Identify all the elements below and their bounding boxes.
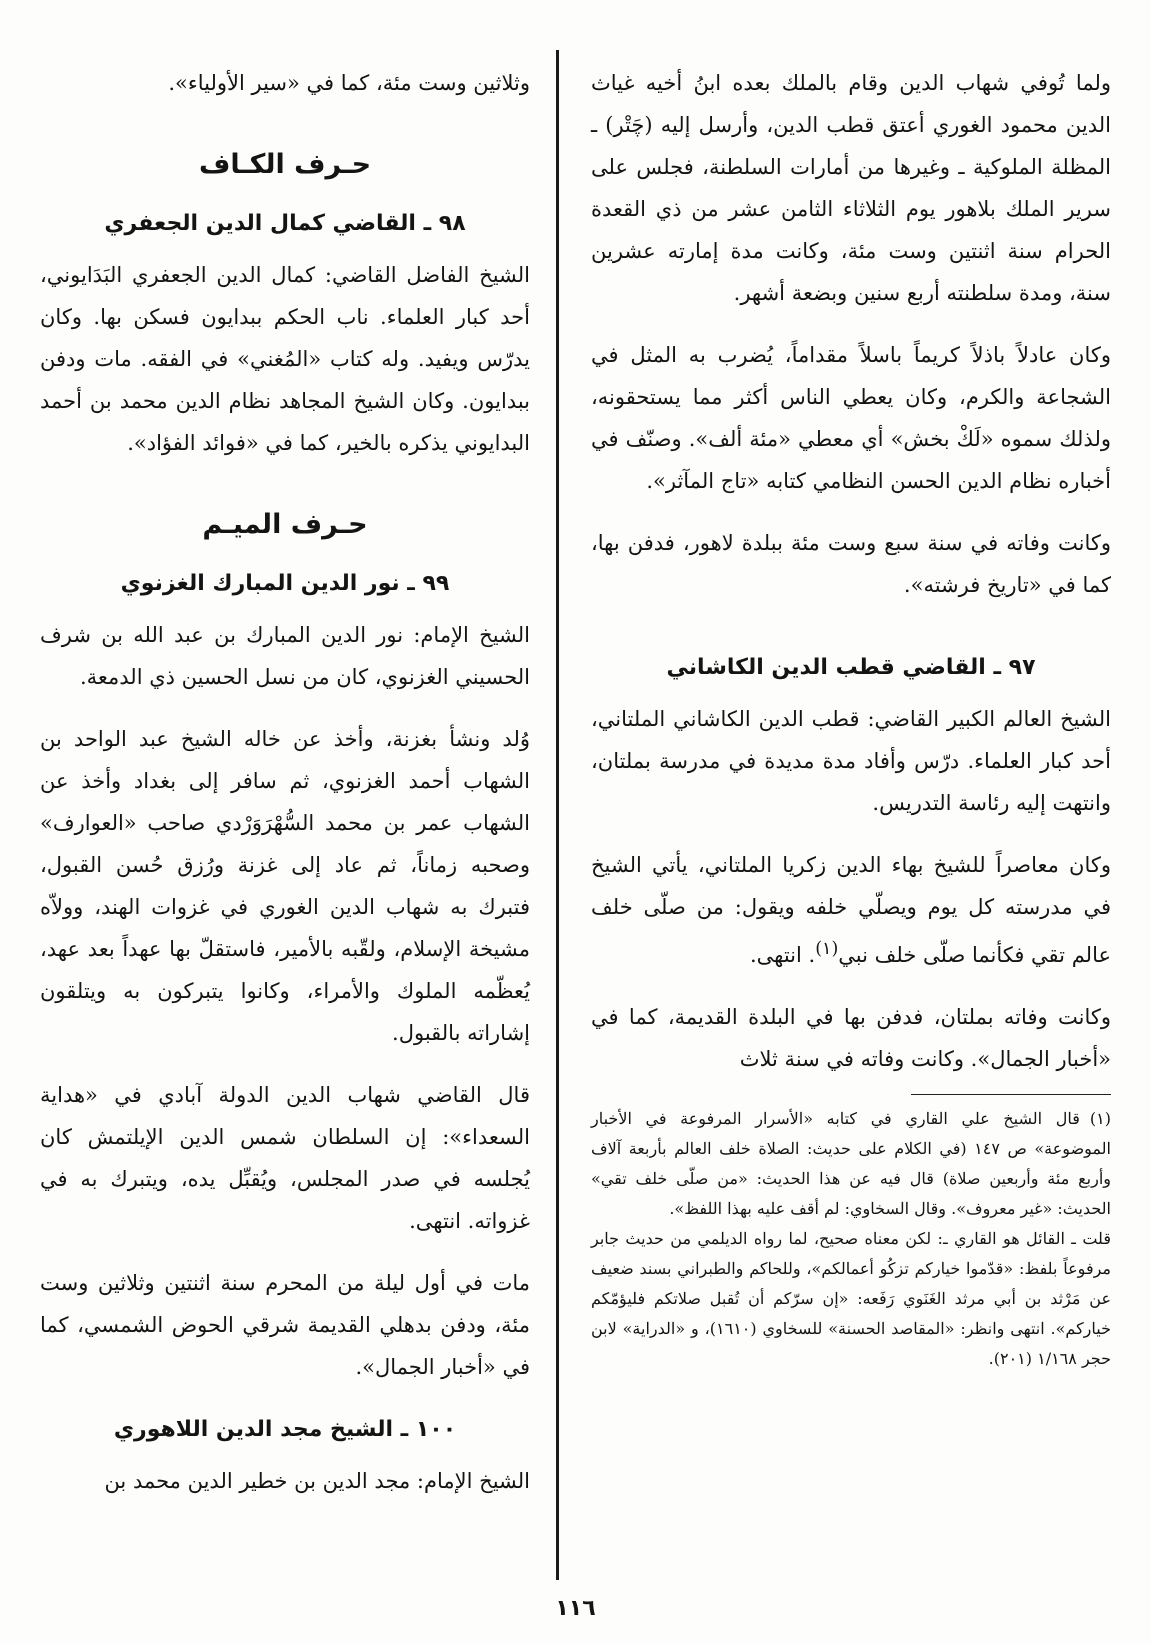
footnote-1-continued: قلت ـ القائل هو القاري ـ: لكن معناه صحيح، لما رواه الديلمي من حديث جابر مرفوعاً بلفظ: «قدّموا خياركم تزكُو أعمالكم»، وللحاكم والطبراني بسند ضعيف عن مَرْثد بن أبي مرثد الغَنَوي رَفَعه: «إن سرّكم أن تُقبل صلاتكم فليؤمّكم خياركم». انتهى وانظر: «المقاصد الحسنة» للسخاوي (١٦١٠)، و «الدراية» لابن حجر ١/١٦٨ (٢٠١). xyxy=(591,1229,1112,1368)
paragraph: وُلد ونشأ بغزنة، وأخذ عن خاله الشيخ عبد الواحد بن الشهاب أحمد الغزنوي، ثم سافر إلى بغداد وأخذ عن الشهاب عمر بن محمد السُّهْرَوَرْدي صاحب «العوارف» وصحبه زماناً، ثم عاد إلى غزنة ورُزق حُسن القبول، فتبرك به شهاب الدين الغوري في غزوات الهند، وولاّه مشيخة الإسلام، ولقّبه بالأمير، فاستقلّ بها عهداً بعد عهد، يُعظّمه الملوك والأمراء، وكانوا يتبركون به ويتلقون إشاراته بالقبول. xyxy=(40,727,530,1045)
entry-title-97: ٩٧ ـ القاضي قطب الدين الكاشاني xyxy=(666,655,1036,680)
paragraph: الشيخ العالم الكبير القاضي: قطب الدين الكاشاني الملتاني، أحد كبار العلماء. درّس وأفاد مدة مديدة في مدرسة بملتان، وانتهت إليه رئاسة التدريس. xyxy=(591,707,1111,815)
footnote-1 xyxy=(591,1104,1111,1224)
footnotes xyxy=(591,1104,1111,1374)
paragraph: الشيخ الإمام: مجد الدين بن خطير الدين محمد بن xyxy=(104,1469,530,1493)
column-divider xyxy=(556,50,559,1580)
paragraph-text: وكان معاصراً للشيخ بهاء الدين زكريا الملتاني، يأتي الشيخ في مدرسته كل يوم ويصلّي خلفه ويقول: من صلّى خلف عالم تقي فكأنما صلّى خلف نبي xyxy=(591,853,1111,967)
left-column xyxy=(40,62,530,1522)
paragraph-text: . انتهى. xyxy=(749,943,816,967)
paragraph xyxy=(591,844,1111,976)
section-heading-kaf: حـرف الكـاف xyxy=(198,149,372,180)
footnote-text: قال الشيخ علي القاري في كتابه «الأسرار المرفوعة في الأخبار الموضوعة» ص ١٤٧ (في الكلام على حديث: الصلاة خلف العالم بأربعة آلاف وأربع مئة وأربعين صلاة) قال فيه عن هذا الحديث: «من صلّى خلف تقي» الحديث: «غير معروف». وقال السخاوي: لم أقف عليه بهذا اللفظ». xyxy=(591,1109,1111,1218)
footnote-rule xyxy=(911,1094,1111,1095)
footnote-number: (١) xyxy=(1089,1109,1111,1128)
paragraph: وثلاثين وست مئة، كما في «سير الأولياء». xyxy=(168,71,530,95)
paragraph: وكانت وفاته بملتان، فدفن بها في البلدة القديمة، كما في «أخبار الجمال». وكانت وفاته في سنة ثلاث xyxy=(591,1005,1111,1071)
paragraph: وكان عادلاً باذلاً كريماً باسلاً مقداماً، يُضرب به المثل في الشجاعة والكرم، وكان يعطي الناس أكثر مما يستحقونه، ولذلك سموه «لَكْ بخش» أي معطي «مئة ألف». وصنّف في أخباره نظام الدين الحسن النظامي كتابه «تاج المآثر». xyxy=(591,343,1111,493)
page-number: ١١٦ xyxy=(555,1596,596,1621)
entry-title-98: ٩٨ ـ القاضي كمال الدين الجعفري xyxy=(104,211,466,236)
paragraph: وكانت وفاته في سنة سبع وست مئة ببلدة لاهور، فدفن بها، كما في «تاريخ فرشته». xyxy=(591,531,1111,597)
footnote-ref[interactable]: (١) xyxy=(815,939,839,959)
entry-title-100: ١٠٠ ـ الشيخ مجد الدين اللاهوري xyxy=(113,1417,457,1442)
paragraph: الشيخ الإمام: نور الدين المبارك بن عبد الله بن شرف الحسيني الغزنوي، كان من نسل الحسين ذي الدمعة. xyxy=(40,623,530,689)
right-column xyxy=(591,62,1111,1100)
paragraph: قال القاضي شهاب الدين الدولة آبادي في «هداية السعداء»: إن السلطان شمس الدين الإيلتمش كان يُجلسه في صدر المجلس، ويُقبِّل يده، ويتبرك به في غزواته. انتهى. xyxy=(40,1083,530,1233)
paragraph: مات في أول ليلة من المحرم سنة اثنتين وثلاثين وست مئة، ودفن بدهلي القديمة شرقي الحوض الشمسي، كما في «أخبار الجمال». xyxy=(40,1271,530,1379)
section-heading-meem: حـرف الميـم xyxy=(202,509,368,540)
entry-title-99: ٩٩ ـ نور الدين المبارك الغزنوي xyxy=(120,571,450,596)
paragraph: ولما تُوفي شهاب الدين وقام بالملك بعده ابنُ أخيه غياث الدين محمود الغوري أعتق قطب الدين، وأرسل إليه (چَتْر) ـ المظلة الملوكية ـ وغيرها من أمارات السلطنة، فجلس على سرير الملك بلاهور يوم الثلاثاء الثامن عشر من ذي القعدة الحرام سنة اثنتين وست مئة، وكانت مدة إمارته عشرين سنة، ومدة سلطنته أربع سنين وبضعة أشهر. xyxy=(591,71,1111,305)
paragraph: الشيخ الفاضل القاضي: كمال الدين الجعفري البَدَايوني، أحد كبار العلماء. ناب الحكم ببدايون فسكن بها. وكان يدرّس ويفيد. وله كتاب «المُغني» في الفقه. مات ودفن ببدايون. وكان الشيخ المجاهد نظام الدين محمد بن أحمد البدايوني يذكره بالخير، كما في «فوائد الفؤاد». xyxy=(40,263,530,455)
